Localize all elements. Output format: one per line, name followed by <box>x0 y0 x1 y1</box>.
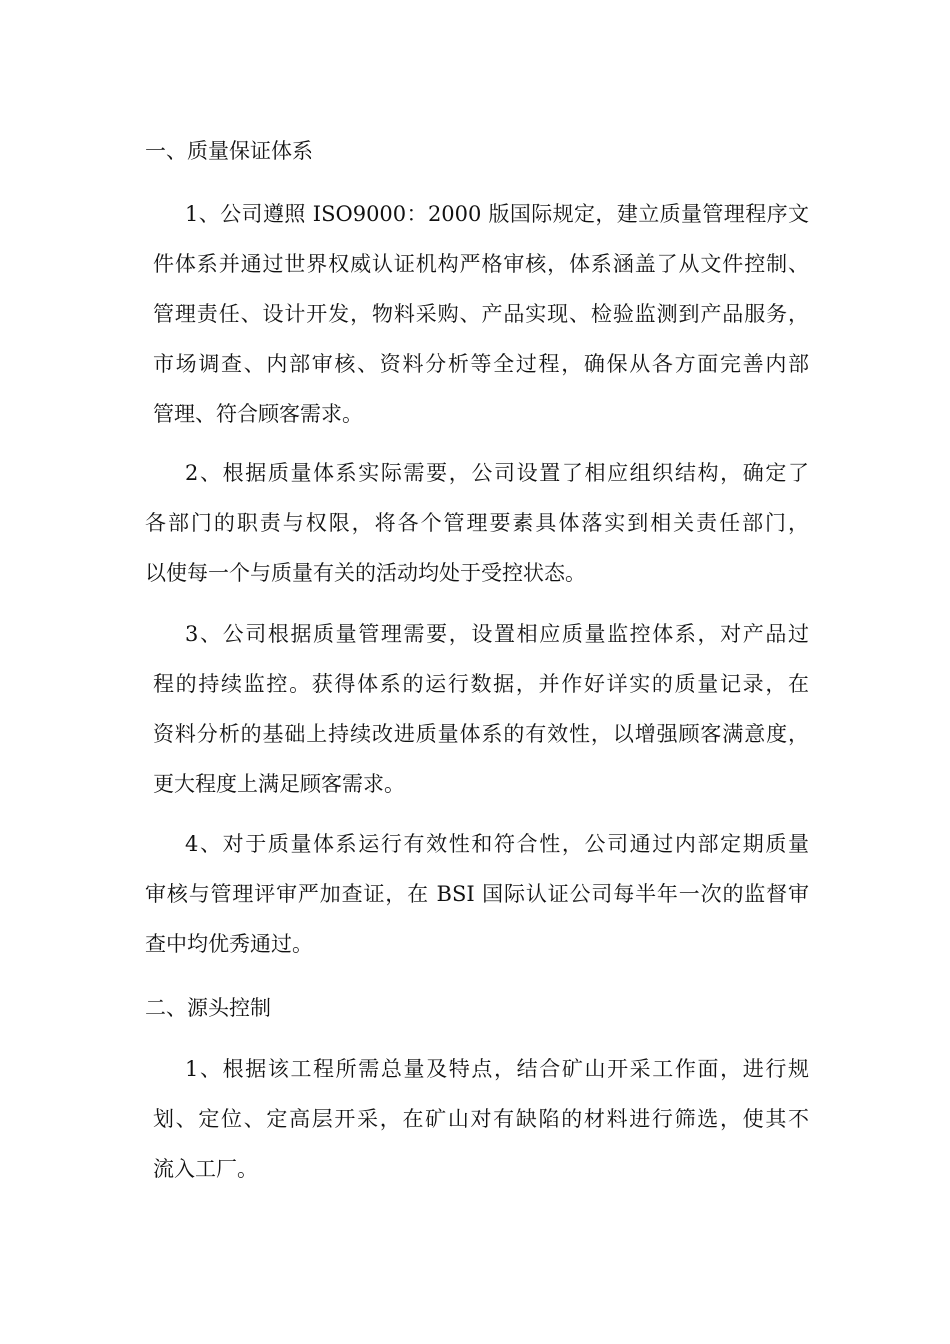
section-1-paragraph-1 <box>145 189 809 439</box>
text-line: 划、定位、定高层开采，在矿山对有缺陷的材料进行筛选，使其不 <box>153 1107 809 1131</box>
text-line: 各部门的职责与权限，将各个管理要素具体落实到相关责任部门， <box>145 511 809 535</box>
text-line: 2、根据质量体系实际需要，公司设置了相应组织结构，确定了 <box>185 461 809 485</box>
text-line: 以使每一个与质量有关的活动均处于受控状态。 <box>145 561 586 585</box>
text-line: 管理责任、设计开发，物料采购、产品实现、检验监测到产品服务， <box>153 302 809 326</box>
text-line: 查中均优秀通过。 <box>145 932 313 956</box>
section-2-heading: 二、源头控制 <box>145 996 271 1020</box>
text-line: 程的持续监控。获得体系的运行数据，并作好详实的质量记录，在 <box>153 672 809 696</box>
text-line: 件体系并通过世界权威认证机构严格审核，体系涵盖了从文件控制、 <box>153 252 809 276</box>
section-1-paragraph-3 <box>145 609 809 809</box>
section-1-paragraph-2 <box>145 448 809 598</box>
text-line: 管理、符合顾客需求。 <box>153 402 363 426</box>
text-line: 市场调查、内部审核、资料分析等全过程，确保从各方面完善内部 <box>153 352 809 376</box>
text-line: 资料分析的基础上持续改进质量体系的有效性，以增强顾客满意度， <box>153 722 809 746</box>
text-line: 审核与管理评审严加查证，在 BSI 国际认证公司每半年一次的监督审 <box>145 882 809 906</box>
text-line: 1、根据该工程所需总量及特点，结合矿山开采工作面，进行规 <box>185 1057 809 1081</box>
text-line: 3、公司根据质量管理需要，设置相应质量监控体系，对产品过 <box>185 622 809 646</box>
section-1-heading: 一、质量保证体系 <box>145 139 313 163</box>
text-line: 流入工厂。 <box>153 1157 258 1181</box>
section-2-paragraph-1 <box>145 1044 809 1194</box>
text-line: 更大程度上满足顾客需求。 <box>153 772 405 796</box>
section-1-paragraph-4 <box>145 819 809 969</box>
text-line: 4、对于质量体系运行有效性和符合性，公司通过内部定期质量 <box>185 832 809 856</box>
text-line: 1、公司遵照 ISO9000：2000 版国际规定，建立质量管理程序文 <box>185 202 809 226</box>
